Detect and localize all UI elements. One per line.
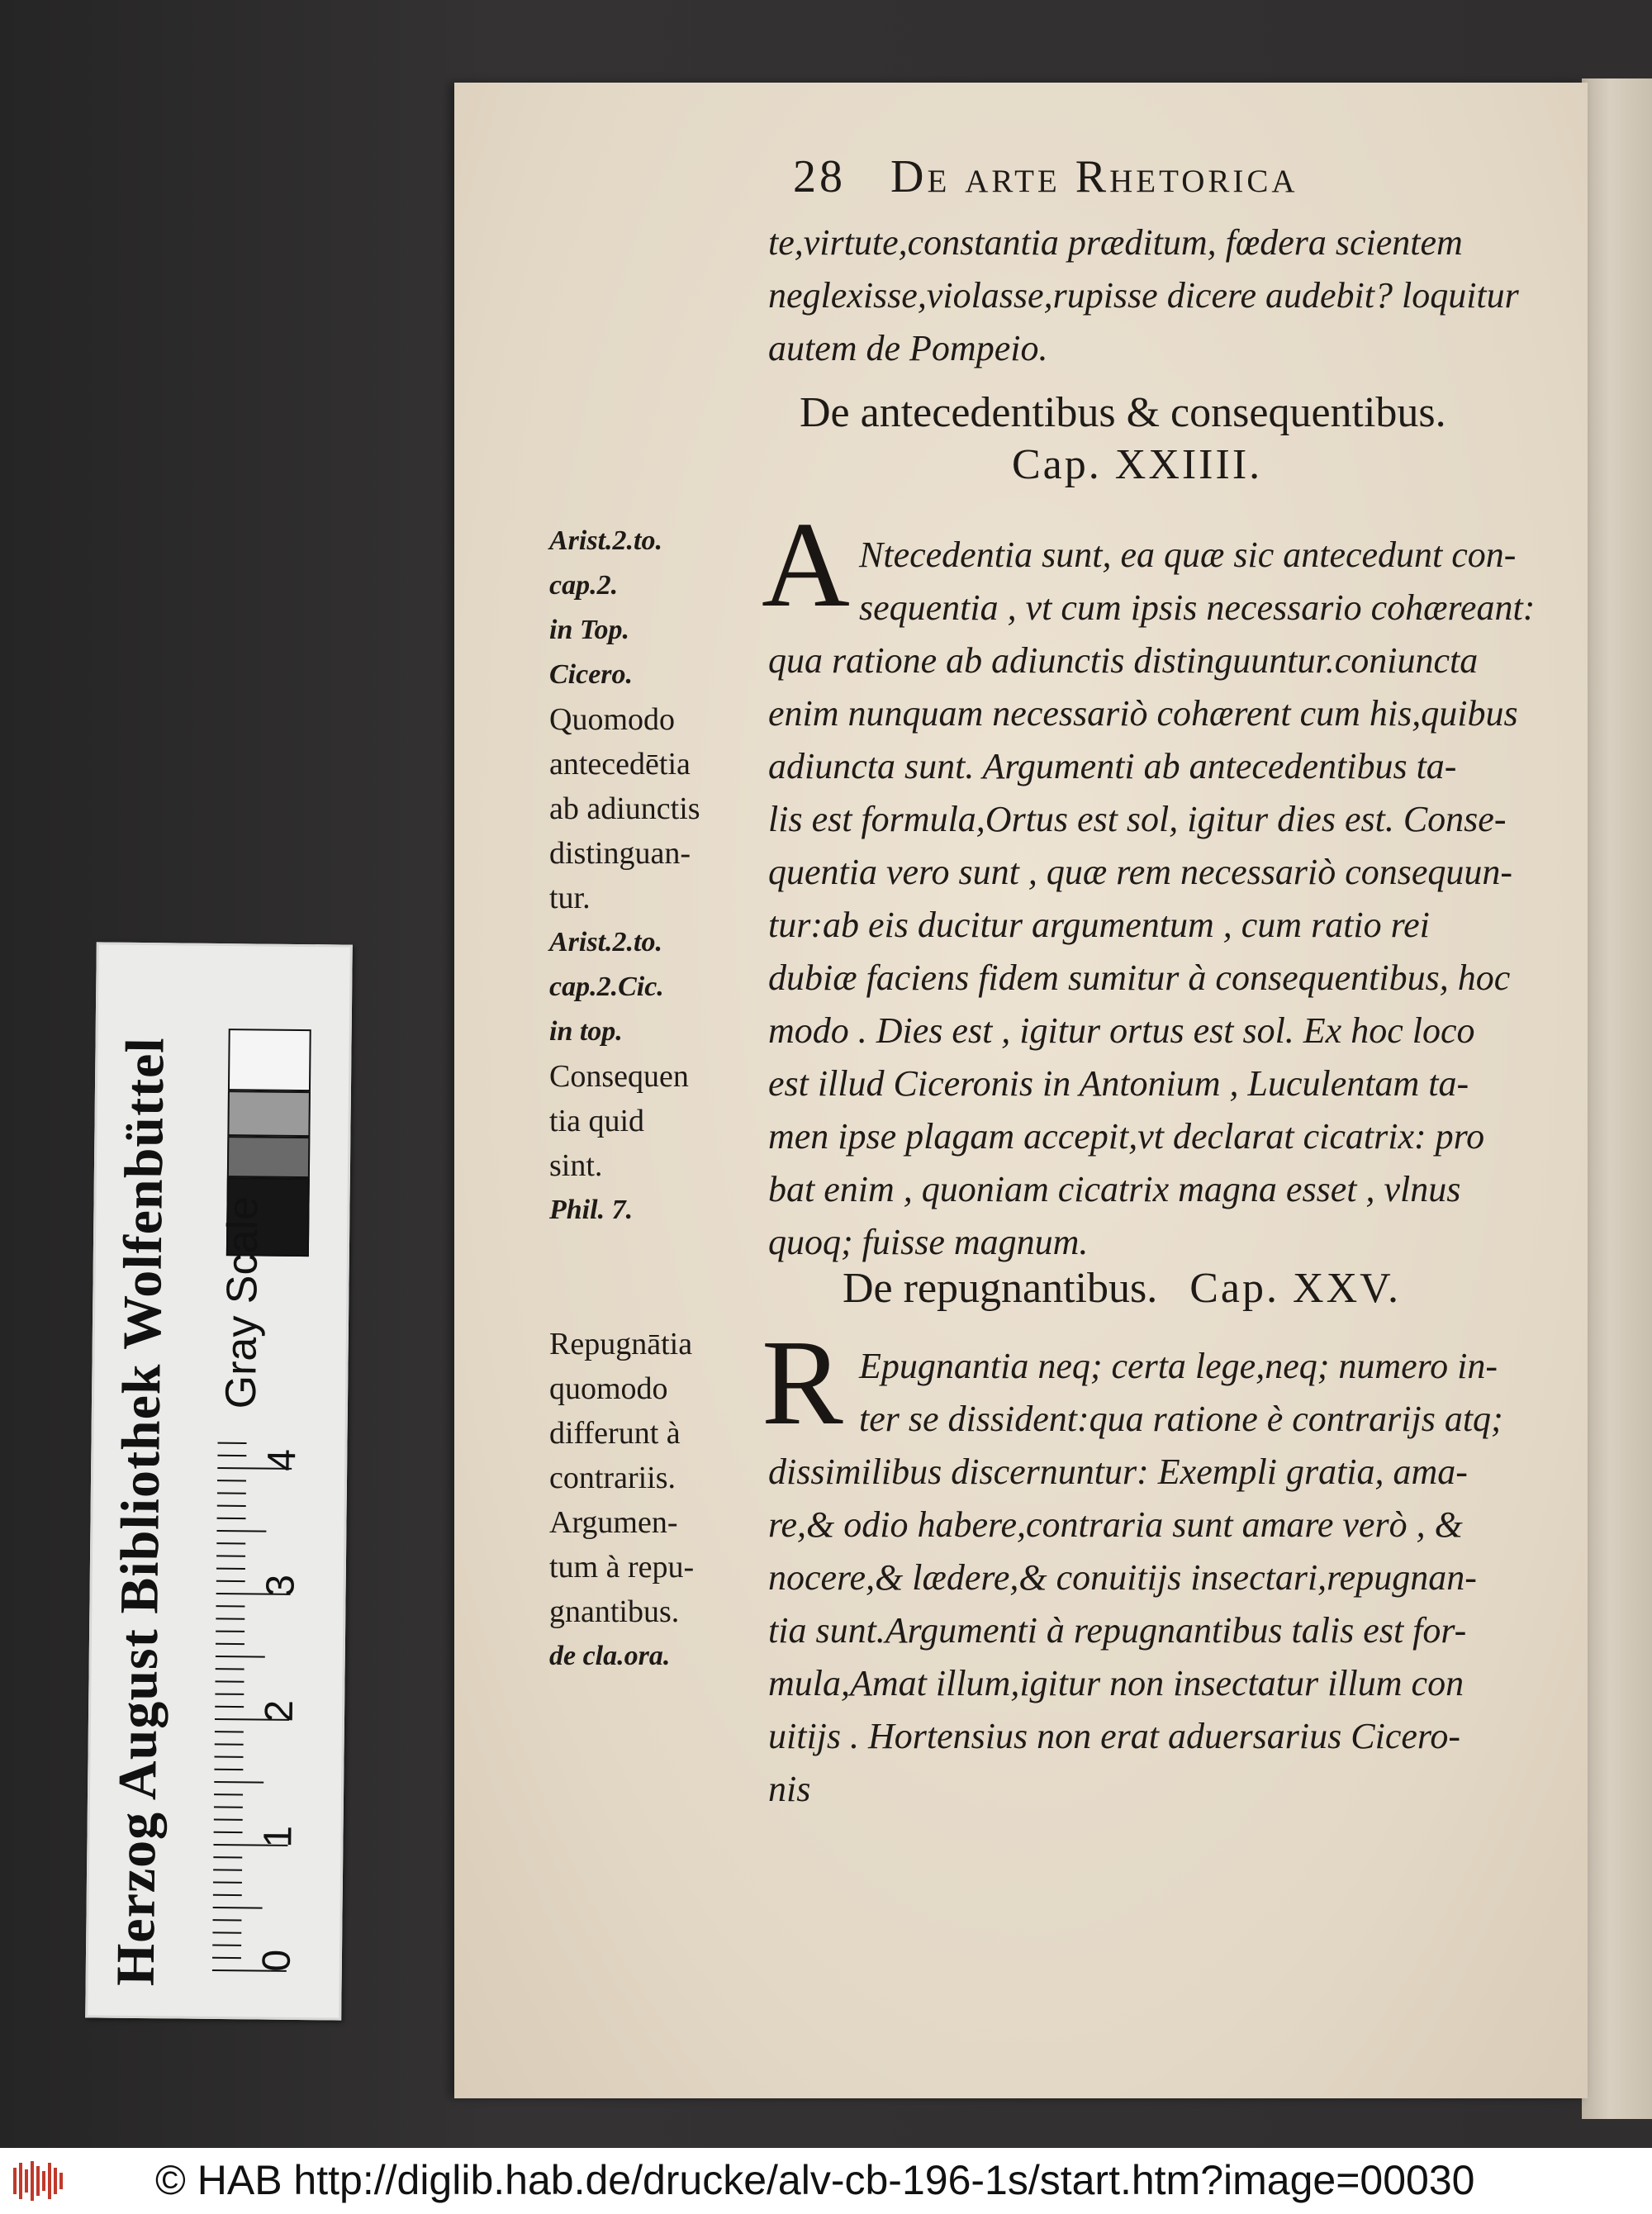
text-line: qua ratione ab adiunctis distinguuntur.coniuncta bbox=[768, 640, 1479, 681]
chapter-24-margin-notes bbox=[549, 519, 756, 1233]
chapter-25-title: De repugnantibus. bbox=[843, 1265, 1158, 1312]
ruler-tick bbox=[216, 1656, 265, 1657]
dropcap-a: A bbox=[762, 497, 850, 633]
text-line: dubiæ faciens fidem sumitur à consequentibus, hoc bbox=[768, 957, 1511, 998]
chapter-25-cap: Cap. XXV. bbox=[1189, 1265, 1401, 1312]
margin-note: de cla.ora. bbox=[549, 1641, 671, 1671]
text-line: nis bbox=[768, 1769, 811, 1809]
margin-note: quomodo bbox=[549, 1371, 668, 1406]
page-number: 28 bbox=[793, 151, 846, 202]
margin-note: cap.2.Cic. bbox=[549, 972, 664, 1002]
margin-note: in Top. bbox=[549, 615, 630, 645]
text-line: bat enim , quoniam cicatrix magna esset , vlnus bbox=[768, 1169, 1461, 1209]
text-line: adiuncta sunt. Argumenti ab antecedentibus ta- bbox=[768, 746, 1457, 786]
text-line: re,& odio habere,contraria sunt amare verò , & bbox=[768, 1504, 1463, 1545]
margin-note: tia quid bbox=[549, 1104, 645, 1138]
margin-note: ab adiunctis bbox=[549, 791, 700, 826]
chapter-25-margin-notes bbox=[549, 1322, 756, 1679]
text-line: mula,Amat illum,igitur non insectatur illum con bbox=[768, 1663, 1464, 1703]
text-line: modo . Dies est , igitur ortus est sol. Ex hoc loco bbox=[768, 1010, 1475, 1051]
ruler-number: 0 bbox=[254, 1949, 299, 1972]
card-title: Herzog August Bibliothek Wolfenbüttel bbox=[105, 1036, 176, 1987]
margin-note: differunt à bbox=[549, 1416, 681, 1451]
next-page-edge bbox=[1582, 78, 1652, 2119]
text-line: tia sunt.Argumenti à repugnantibus talis est for- bbox=[768, 1610, 1467, 1651]
ruler-tick bbox=[216, 1531, 266, 1532]
margin-note: gnantibus. bbox=[549, 1594, 680, 1629]
running-title: De arte Rhetorica bbox=[890, 151, 1298, 202]
margin-note: Consequen bbox=[549, 1059, 689, 1094]
chapter-25-heading bbox=[843, 1264, 1401, 1313]
text-line: quentia vero sunt , quæ rem necessariò consequun- bbox=[768, 852, 1513, 892]
cm-ruler bbox=[212, 1409, 334, 1979]
ruler-number: 1 bbox=[256, 1825, 301, 1848]
text-line: nocere,& lædere,& conuitijs insectari,repugnan- bbox=[768, 1557, 1477, 1598]
text-line: Epugnantia neq; certa lege,neq; numero in- bbox=[859, 1346, 1498, 1386]
text-line: lis est formula,Ortus est sol, igitur dies est. Conse- bbox=[768, 799, 1507, 839]
swatch-light-gray bbox=[227, 1090, 311, 1137]
chapter-24-cap: Cap. XXIIII. bbox=[1012, 441, 1263, 488]
dropcap-r: R bbox=[762, 1315, 843, 1451]
footer-copyright-url[interactable]: © HAB http://diglib.hab.de/drucke/alv-cb-196-1s/start.htm?image=00030 bbox=[155, 2157, 1475, 2203]
margin-note: tum à repu- bbox=[549, 1550, 695, 1584]
ruler-number: 2 bbox=[257, 1699, 302, 1722]
margin-note: Quomodo bbox=[549, 702, 675, 737]
text-line: neglexisse,violasse,rupisse dicere audebit? loquitur bbox=[768, 275, 1519, 316]
text-line: ter se dissident:qua ratione è contrarijs atq; bbox=[859, 1399, 1503, 1439]
text-line: sequentia , vt cum ipsis necessario cohæreant: bbox=[859, 587, 1536, 628]
margin-note: in top. bbox=[549, 1016, 623, 1047]
swatch-white bbox=[228, 1029, 311, 1091]
text-line: te,virtute,constantia præditum, fœdera scientem bbox=[768, 222, 1463, 263]
hab-logo-icon bbox=[12, 2159, 64, 2202]
margin-note: Arist.2.to. bbox=[549, 927, 662, 957]
gray-scale-label: Gray Scale bbox=[216, 1195, 268, 1409]
ruler-number: 3 bbox=[259, 1574, 303, 1597]
text-line: est illud Ciceronis in Antonium , Luculentam ta- bbox=[768, 1063, 1469, 1104]
margin-note: distinguan- bbox=[549, 836, 691, 871]
chapter-24-body bbox=[768, 529, 1549, 1269]
running-header bbox=[793, 150, 1536, 203]
footer-bar bbox=[0, 2148, 1652, 2214]
margin-note: Argumen- bbox=[549, 1505, 678, 1540]
chapter-24-heading: De antecedentibus & consequentibus. bbox=[800, 389, 1446, 436]
opening-paragraph bbox=[768, 216, 1549, 375]
text-line: men ipse plagam accepit,vt declarat cicatrix: pro bbox=[768, 1116, 1485, 1157]
margin-note: antecedētia bbox=[549, 747, 691, 782]
margin-note: tur. bbox=[549, 881, 591, 915]
text-line: autem de Pompeio. bbox=[768, 328, 1048, 368]
ruler-number: 4 bbox=[259, 1448, 305, 1471]
margin-note: Repugnātia bbox=[549, 1327, 693, 1361]
margin-note: contrariis. bbox=[549, 1461, 676, 1495]
chapter-25-body bbox=[768, 1340, 1549, 1816]
text-line: quoq; fuisse magnum. bbox=[768, 1222, 1089, 1262]
text-line: enim nunquam necessariò cohærent cum his,quibus bbox=[768, 693, 1518, 734]
text-line: uitijs . Hortensius non erat aduersarius Cicero- bbox=[768, 1716, 1461, 1756]
text-line: Ntecedentia sunt, ea quæ sic antecedunt con- bbox=[859, 534, 1517, 575]
text-line: dissimilibus discernuntur: Exempli gratia, ama- bbox=[768, 1451, 1468, 1492]
gray-scale-card bbox=[85, 942, 353, 2020]
margin-note: Cicero. bbox=[549, 659, 634, 690]
margin-note: Arist.2.to. bbox=[549, 525, 662, 556]
text-line: tur:ab eis ducitur argumentum , cum ratio rei bbox=[768, 905, 1430, 945]
margin-note: cap.2. bbox=[549, 570, 619, 601]
margin-note: sint. bbox=[549, 1148, 603, 1183]
margin-note: Phil. 7. bbox=[549, 1195, 634, 1225]
ruler-tick bbox=[214, 1782, 263, 1783]
